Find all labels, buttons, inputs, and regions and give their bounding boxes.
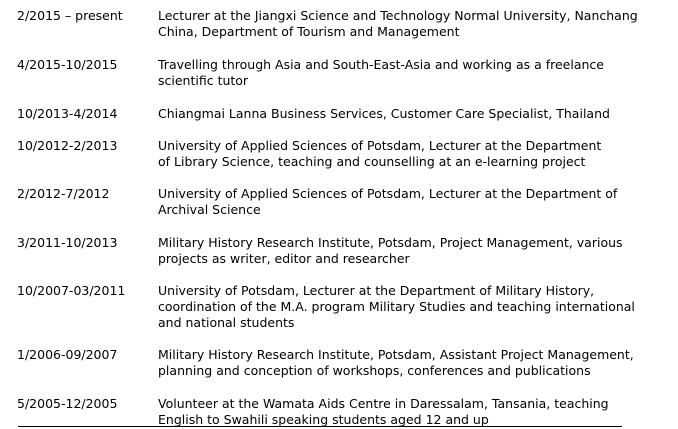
entry-description: [158, 347, 638, 379]
entry-date: 10/2012-2/2013: [17, 138, 118, 153]
entry-date: 2/2015 – present: [17, 8, 123, 23]
entry-description: [158, 186, 638, 218]
entry-date: 1/2006-09/2007: [17, 347, 118, 362]
entry-description-line: Chiangmai Lanna Business Services, Customer Care Specialist, Thailand: [158, 106, 610, 121]
entry-description-line: planning and conception of workshops, conferences and publications: [158, 363, 591, 378]
entry-description-line: scientific tutor: [158, 73, 249, 88]
entry-description: [158, 8, 638, 40]
entry-description-line: China, Department of Tourism and Management: [158, 24, 460, 39]
entry-description: [158, 138, 638, 170]
entry-description-line: Lecturer at the Jiangxi Science and Technology Normal University, Nanchang: [158, 8, 638, 23]
entry-description: [158, 106, 638, 122]
entry-date: 4/2015-10/2015: [17, 57, 118, 72]
entry-description-line: Military History Research Institute, Potsdam, Assistant Project Management,: [158, 347, 634, 362]
entry-description-line: Travelling through Asia and South-East-Asia and working as a freelance: [158, 57, 604, 72]
entry-description-line: University of Potsdam, Lecturer at the Department of Military History,: [158, 283, 595, 298]
entry-date: 10/2013-4/2014: [17, 106, 118, 121]
entry-date: 5/2005-12/2005: [17, 396, 118, 411]
entry-date: 10/2007-03/2011: [17, 283, 126, 298]
entry-date: 3/2011-10/2013: [17, 235, 118, 250]
entry-description-line: English to Swahili speaking students aged 12 and up: [158, 412, 489, 427]
entry-description-line: Archival Science: [158, 202, 261, 217]
entry-description-line: of Library Science, teaching and counselling at an e-learning project: [158, 154, 586, 169]
entry-description: [158, 283, 638, 331]
entry-description: [158, 235, 638, 267]
entry-description: [158, 57, 638, 89]
entry-description-line: projects as writer, editor and researcher: [158, 251, 410, 266]
entry-description: [158, 396, 638, 428]
entry-date: 2/2012-7/2012: [17, 186, 110, 201]
entry-description-line: coordination of the M.A. program Military Studies and teaching international: [158, 299, 635, 314]
entry-description-line: University of Applied Sciences of Potsdam, Lecturer at the Department: [158, 138, 602, 153]
entry-description-line: Military History Research Institute, Potsdam, Project Management, various: [158, 235, 623, 250]
section-divider: [18, 426, 622, 427]
entry-description-line: Volunteer at the Wamata Aids Centre in Daressalam, Tansania, teaching: [158, 396, 609, 411]
entry-description-line: University of Applied Sciences of Potsdam, Lecturer at the Department of: [158, 186, 618, 201]
entry-description-line: and national students: [158, 315, 295, 330]
